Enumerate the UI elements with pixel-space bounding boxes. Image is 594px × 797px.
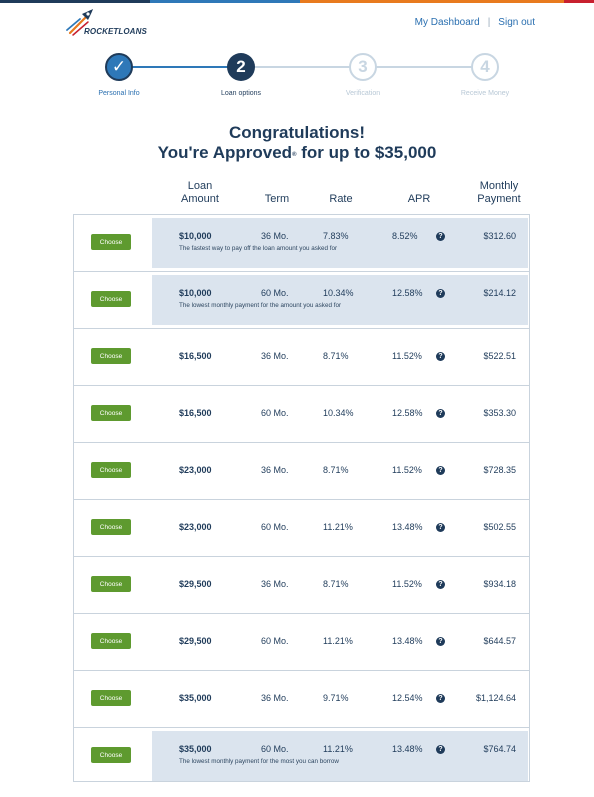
column-header-term: Term — [264, 193, 290, 205]
loan-offers-table — [73, 214, 530, 782]
question-circle-icon[interactable]: ? — [436, 232, 445, 241]
interest-rate: 8.71% — [323, 579, 349, 589]
interest-rate: 7.83% — [323, 231, 349, 241]
brand-name: ROCKETLOANS — [84, 27, 147, 36]
loan-term: 36 Mo. — [261, 465, 289, 475]
loan-offer-row — [74, 272, 529, 329]
column-header-line: Payment — [477, 193, 521, 205]
column-header-loan-amount — [172, 180, 228, 206]
choose-button[interactable]: Choose — [91, 690, 131, 706]
apr-value: 12.58% — [392, 408, 423, 418]
loan-offer-row — [74, 500, 529, 557]
offer-description: The lowest monthly payment for the amount you asked for — [179, 302, 342, 309]
interest-rate: 10.34% — [323, 288, 354, 298]
loan-amount: $29,500 — [179, 636, 212, 646]
question-circle-icon[interactable]: ? — [436, 637, 445, 646]
loan-offer-row — [74, 386, 529, 443]
interest-rate: 8.71% — [323, 351, 349, 361]
recommended-highlight — [152, 218, 528, 268]
loan-offer-row — [74, 671, 529, 728]
step-label: Verification — [345, 90, 381, 97]
interest-rate: 11.21% — [323, 744, 353, 754]
loan-amount: $35,000 — [179, 744, 212, 754]
top-bar-segment — [564, 0, 594, 3]
my-dashboard-link[interactable]: My Dashboard — [414, 17, 480, 28]
step-receive-money — [420, 53, 550, 97]
loan-term: 36 Mo. — [261, 579, 289, 589]
apr-value: 8.52% — [392, 231, 418, 241]
top-bar-segment — [150, 0, 300, 3]
top-nav — [415, 17, 535, 28]
question-circle-icon[interactable]: ? — [436, 580, 445, 589]
loan-amount: $16,500 — [179, 351, 212, 361]
loan-offer-row — [74, 329, 529, 386]
offer-description: The fastest way to pay off the loan amount you asked for — [179, 245, 338, 252]
sign-out-link[interactable]: Sign out — [498, 17, 535, 28]
apr-value: 13.48% — [392, 744, 423, 754]
loan-amount: $16,500 — [179, 408, 212, 418]
apr-value: 11.52% — [392, 579, 422, 589]
question-circle-icon[interactable]: ? — [436, 745, 445, 754]
step-verification — [298, 53, 428, 97]
step-number: 3 — [349, 53, 377, 81]
question-circle-icon[interactable]: ? — [436, 352, 445, 361]
interest-rate: 10.34% — [323, 408, 354, 418]
question-circle-icon[interactable]: ? — [436, 289, 445, 298]
offer-description: The lowest monthly payment for the most you can borrow — [179, 758, 339, 765]
top-color-bar — [0, 0, 594, 3]
choose-button[interactable]: Choose — [91, 462, 131, 478]
rocketloans-logo[interactable] — [64, 8, 164, 38]
monthly-payment: $353.30 — [483, 408, 516, 418]
loan-amount: $35,000 — [179, 693, 212, 703]
step-loan-options — [176, 53, 306, 97]
step-number: 2 — [227, 53, 255, 81]
loan-amount: $29,500 — [179, 579, 212, 589]
loan-offer-row — [74, 557, 529, 614]
loan-term: 60 Mo. — [261, 636, 289, 646]
apr-value: 12.58% — [392, 288, 423, 298]
recommended-highlight — [152, 731, 528, 781]
question-circle-icon[interactable]: ? — [436, 694, 445, 703]
loan-amount: $10,000 — [179, 231, 212, 241]
loan-term: 60 Mo. — [261, 288, 289, 298]
column-header-line: Loan — [187, 180, 213, 192]
monthly-payment: $644.57 — [483, 636, 516, 646]
loan-offer-row — [74, 614, 529, 671]
loan-term: 60 Mo. — [261, 408, 289, 418]
monthly-payment: $1,124.64 — [475, 693, 516, 703]
footnote-text — [64, 789, 524, 797]
monthly-payment: $214.12 — [483, 288, 516, 298]
step-label: Loan options — [220, 90, 262, 97]
progress-steps — [60, 50, 550, 100]
interest-rate: 11.21% — [323, 522, 353, 532]
choose-button[interactable]: Choose — [91, 291, 131, 307]
loan-offer-row — [74, 728, 529, 785]
loan-term: 36 Mo. — [261, 351, 289, 361]
top-bar-segment — [300, 0, 564, 3]
apr-value: 12.54% — [392, 693, 423, 703]
recommended-highlight — [152, 275, 528, 325]
choose-button[interactable]: Choose — [91, 576, 131, 592]
loan-term: 36 Mo. — [261, 231, 289, 241]
monthly-payment: $312.60 — [483, 231, 516, 241]
column-header-rate: Rate — [329, 193, 353, 205]
step-label: Personal Info — [98, 90, 140, 97]
step-personal-info — [54, 53, 184, 97]
choose-button[interactable]: Choose — [91, 747, 131, 763]
apr-value: 11.52% — [392, 351, 422, 361]
choose-button[interactable]: Choose — [91, 234, 131, 250]
loan-amount: $23,000 — [179, 465, 212, 475]
congratulations-title: Congratulations! — [229, 123, 365, 142]
interest-rate: 11.21% — [323, 636, 353, 646]
top-bar-segment — [0, 0, 150, 3]
monthly-payment: $728.35 — [483, 465, 516, 475]
monthly-payment: $764.74 — [483, 744, 516, 754]
loan-amount: $23,000 — [179, 522, 212, 532]
loan-term: 60 Mo. — [261, 522, 289, 532]
registered-mark: ® — [292, 152, 297, 158]
monthly-payment: $522.51 — [483, 351, 516, 361]
loan-amount: $10,000 — [179, 288, 212, 298]
choose-button[interactable]: Choose — [91, 519, 131, 535]
choose-button[interactable]: Choose — [91, 405, 131, 421]
question-circle-icon[interactable]: ? — [436, 409, 445, 418]
loan-offer-row — [74, 443, 529, 500]
column-header-line: Monthly — [479, 180, 519, 192]
question-circle-icon[interactable]: ? — [436, 523, 445, 532]
question-circle-icon[interactable]: ? — [436, 466, 445, 475]
interest-rate: 8.71% — [323, 465, 349, 475]
loan-term: 36 Mo. — [261, 693, 289, 703]
column-header-apr: APR — [407, 193, 431, 205]
approved-amount: for up to $35,000 — [296, 143, 437, 162]
step-number: 4 — [471, 53, 499, 81]
choose-button[interactable]: Choose — [91, 633, 131, 649]
choose-button[interactable]: Choose — [91, 348, 131, 364]
interest-rate: 9.71% — [323, 693, 349, 703]
monthly-payment: $502.55 — [483, 522, 516, 532]
column-header-line: Amount — [181, 193, 219, 205]
apr-value: 11.52% — [392, 465, 422, 475]
loan-term: 60 Mo. — [261, 744, 289, 754]
check-icon: ✓ — [105, 53, 133, 81]
column-header-monthly-payment — [468, 180, 530, 206]
monthly-payment: $934.18 — [483, 579, 516, 589]
approval-headline — [0, 123, 594, 163]
step-label: Receive Money — [460, 90, 510, 97]
apr-value: 13.48% — [392, 636, 423, 646]
approved-amount-title — [0, 143, 594, 163]
approved-text: You're Approved — [157, 143, 293, 162]
loan-offer-row — [74, 215, 529, 272]
nav-separator: | — [487, 17, 491, 28]
apr-value: 13.48% — [392, 522, 423, 532]
